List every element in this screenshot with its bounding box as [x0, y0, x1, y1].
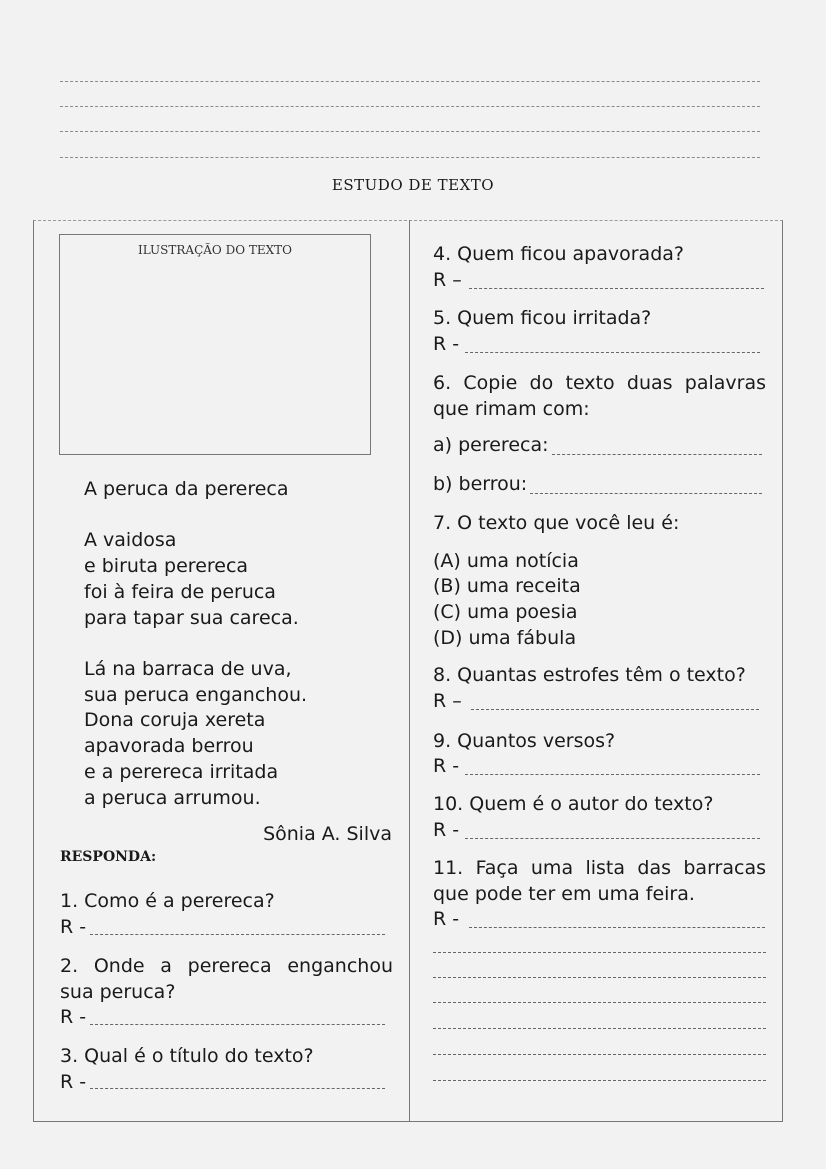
poem-author: Sônia A. Silva	[263, 823, 392, 845]
poem-verse: e biruta perereca	[84, 555, 249, 577]
question-8: 8. Quantas estrofes têm o texto?	[433, 664, 746, 686]
poem-verse: a peruca arrumou.	[84, 787, 261, 809]
answer-prefix-8: R –	[433, 690, 462, 712]
question-6: 6. Copie do texto duas palavras que rimam com:	[433, 372, 766, 420]
header-writing-line	[60, 157, 760, 158]
answer-line-11[interactable]	[433, 1054, 766, 1055]
question-4: 4. Quem ficou apavorada?	[433, 243, 684, 265]
answer-line-8[interactable]	[471, 709, 759, 710]
answer-prefix-3: R -	[60, 1071, 87, 1093]
answer-line-3[interactable]	[90, 1088, 385, 1089]
answer-line-4[interactable]	[469, 288, 764, 289]
poem-verse: apavorada berrou	[84, 735, 254, 757]
responda-heading: RESPONDA:	[60, 849, 157, 865]
page-title: ESTUDO DE TEXTO	[331, 176, 495, 194]
question-10: 10. Quem é o autor do texto?	[433, 793, 714, 815]
question-3: 3. Qual é o título do texto?	[60, 1045, 314, 1067]
question-7: 7. O texto que você leu é:	[433, 512, 680, 534]
question-7-option[interactable]: (D) uma fábula	[433, 627, 577, 649]
answer-line-11[interactable]	[433, 1002, 766, 1003]
answer-prefix-11: R -	[433, 908, 460, 930]
answer-line-11[interactable]	[433, 1028, 766, 1029]
question-7-option[interactable]: (C) uma poesia	[433, 601, 578, 623]
answer-prefix-10: R -	[433, 819, 460, 841]
question-7-option[interactable]: (B) uma receita	[433, 575, 581, 597]
answer-prefix-1: R -	[60, 916, 87, 938]
poem-verse: Dona coruja xereta	[84, 709, 266, 731]
answer-prefix-2: R -	[60, 1006, 87, 1028]
answer-line-10[interactable]	[465, 838, 760, 839]
header-writing-line	[60, 81, 760, 82]
illustration-label: ILUSTRAÇÃO DO TEXTO	[137, 243, 292, 257]
poem-verse: Lá na barraca de uva,	[84, 658, 292, 680]
answer-line-11[interactable]	[433, 952, 766, 953]
answer-line-6a[interactable]	[552, 454, 762, 455]
answer-line-1[interactable]	[90, 934, 385, 935]
column-divider	[409, 220, 410, 1122]
header-writing-line	[60, 106, 760, 107]
answer-line-11[interactable]	[469, 927, 765, 928]
question-6-option-a: a) perereca:	[433, 434, 549, 456]
answer-line-5[interactable]	[465, 352, 760, 353]
question-9: 9. Quantos versos?	[433, 730, 616, 752]
answer-prefix-5: R -	[433, 333, 460, 355]
illustration-box[interactable]	[59, 234, 371, 455]
question-1: 1. Como é a perereca?	[60, 890, 275, 912]
question-2: 2. Onde a perereca enganchou sua peruca?	[60, 955, 393, 1003]
answer-line-2[interactable]	[90, 1024, 385, 1025]
poem-verse: para tapar sua careca.	[84, 607, 299, 629]
answer-line-11[interactable]	[433, 1080, 766, 1081]
answer-prefix-9: R -	[433, 755, 460, 777]
poem-verse: A vaidosa	[84, 529, 177, 551]
question-11: 11. Faça uma lista das barracas que pode ter em uma feira.	[433, 857, 766, 905]
answer-line-6b[interactable]	[530, 493, 762, 494]
answer-line-9[interactable]	[465, 774, 760, 775]
poem-title: A peruca da perereca	[84, 478, 289, 500]
poem-verse: foi à feira de peruca	[84, 581, 276, 603]
question-6-option-b: b) berrou:	[433, 473, 528, 495]
poem-verse: sua peruca enganchou.	[84, 684, 308, 706]
poem-verse: e a perereca irritada	[84, 761, 279, 783]
answer-line-11[interactable]	[433, 977, 766, 978]
header-writing-line	[60, 131, 760, 132]
answer-prefix-4: R –	[433, 269, 462, 291]
question-7-option[interactable]: (A) uma notícia	[433, 550, 579, 572]
question-5: 5. Quem ficou irritada?	[433, 307, 652, 329]
